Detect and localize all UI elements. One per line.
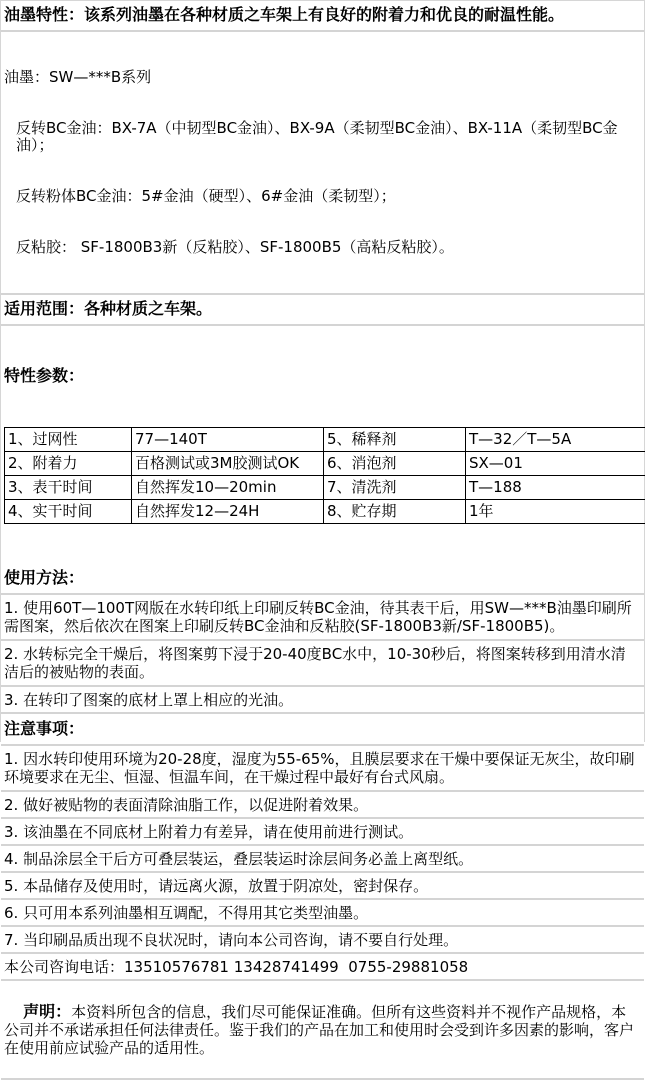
disclaimer-text: 本资料所包含的信息，我们尽可能保证准确。但所有这些资料并不视作产品规格，本公司并不承诺承担任何法律责任。鉴于我们的产品在加工和使用时会受到许多因素的影响，客户在使用前应试验产品的适用性。 [4,1003,634,1057]
table-row [5,476,645,500]
param-name-cell: 5、稀释剂 [324,428,466,452]
usage-item: 3. 在转印了图案的底材上罩上相应的光油。 [1,687,644,714]
param-value-cell: SX—01 [466,452,645,476]
section-notes-heading: 注意事项： [1,714,644,746]
note-item: 3. 该油墨在不同底材上附着力有差异，请在使用前进行测试。 [1,819,644,846]
section-ink-series [1,32,644,295]
note-item: 1. 因水转印使用环境为20-28度，湿度为55-65%，且膜层要求在干燥中要保证无灰尘，故印刷环境要求在无尘、恒湿、恒温车间，在干燥过程中最好有台式风扇。 [1,746,644,792]
note-item: 4. 制品涂层全干后方可叠层装运，叠层装运时涂层间务必盖上离型纸。 [1,846,644,873]
param-value-cell: T—188 [466,476,645,500]
param-name-cell: 2、附着力 [5,452,132,476]
param-value-cell: 77—140T [132,428,324,452]
section-parameters [1,326,644,562]
parameters-table [4,427,645,524]
note-item: 7. 当印刷品质出现不良状况时，请向本公司咨询，请不要自行处理。 [1,927,644,954]
param-name-cell: 6、消泡剂 [324,452,466,476]
disclaimer [1,981,644,1080]
param-name-cell: 3、表干时间 [5,476,132,500]
note-item: 2. 做好被贴物的表面清除油脂工作，以促进附着效果。 [1,792,644,819]
contact-phone-line: 本公司咨询电话：13510576781 13428741499 0755-29881058 [1,954,644,981]
parameters-heading: 特性参数： [4,367,640,385]
param-value-cell: 自然挥发10—20min [132,476,324,500]
usage-item: 1. 使用60T—100T网版在水转印纸上印刷反转BC金油，待其表干后，用SW—***B油墨印刷所需图案，然后依次在图案上印刷反转BC金油和反粘胶(SF-1800B3新/SF-1800B5)。 [1,595,644,641]
section-ink-characteristics-title: 油墨特性：该系列油墨在各种材质之车架上有良好的附着力和优良的耐温性能。 [1,1,644,32]
table-row [5,452,645,476]
usage-item: 2. 水转标完全干燥后，将图案剪下浸于20-40度BC水中，10-30秒后，将图案转移到用清水清洁后的被贴物的表面。 [1,641,644,687]
note-item: 6. 只可用本系列油墨相互调配，不得用其它类型油墨。 [1,900,644,927]
param-name-cell: 4、实干时间 [5,500,132,524]
param-name-cell: 1、过网性 [5,428,132,452]
ink-anti-adhesive-line: 反粘胶： SF-1800B3新（反粘胶）、SF-1800B5（高粘反粘胶）。 [4,239,640,256]
param-value-cell: T—32／T—5A [466,428,645,452]
param-name-cell: 8、贮存期 [324,500,466,524]
ink-series-line: 油墨：SW—***B系列 [4,69,640,86]
section-usage-heading: 使用方法： [1,562,644,595]
section-scope: 适用范围：各种材质之车架。 [1,295,644,326]
ink-reverse-bc-gold-line: 反转BC金油：BX-7A（中韧型BC金油）、BX-9A（柔韧型BC金油）、BX-11A（柔韧型BC金油）； [4,120,640,154]
param-value-cell: 自然挥发12—24H [132,500,324,524]
disclaimer-label: 声明： [23,1002,71,1021]
table-row [5,500,645,524]
note-item: 5. 本品储存及使用时，请远离火源，放置于阴凉处，密封保存。 [1,873,644,900]
param-name-cell: 7、清洗剂 [324,476,466,500]
ink-reverse-powder-bc-gold-line: 反转粉体BC金油：5#金油（硬型）、6#金油（柔韧型）； [4,188,640,205]
table-row [5,428,645,452]
param-value-cell: 1年 [466,500,645,524]
param-value-cell: 百格测试或3M胶测试OK [132,452,324,476]
